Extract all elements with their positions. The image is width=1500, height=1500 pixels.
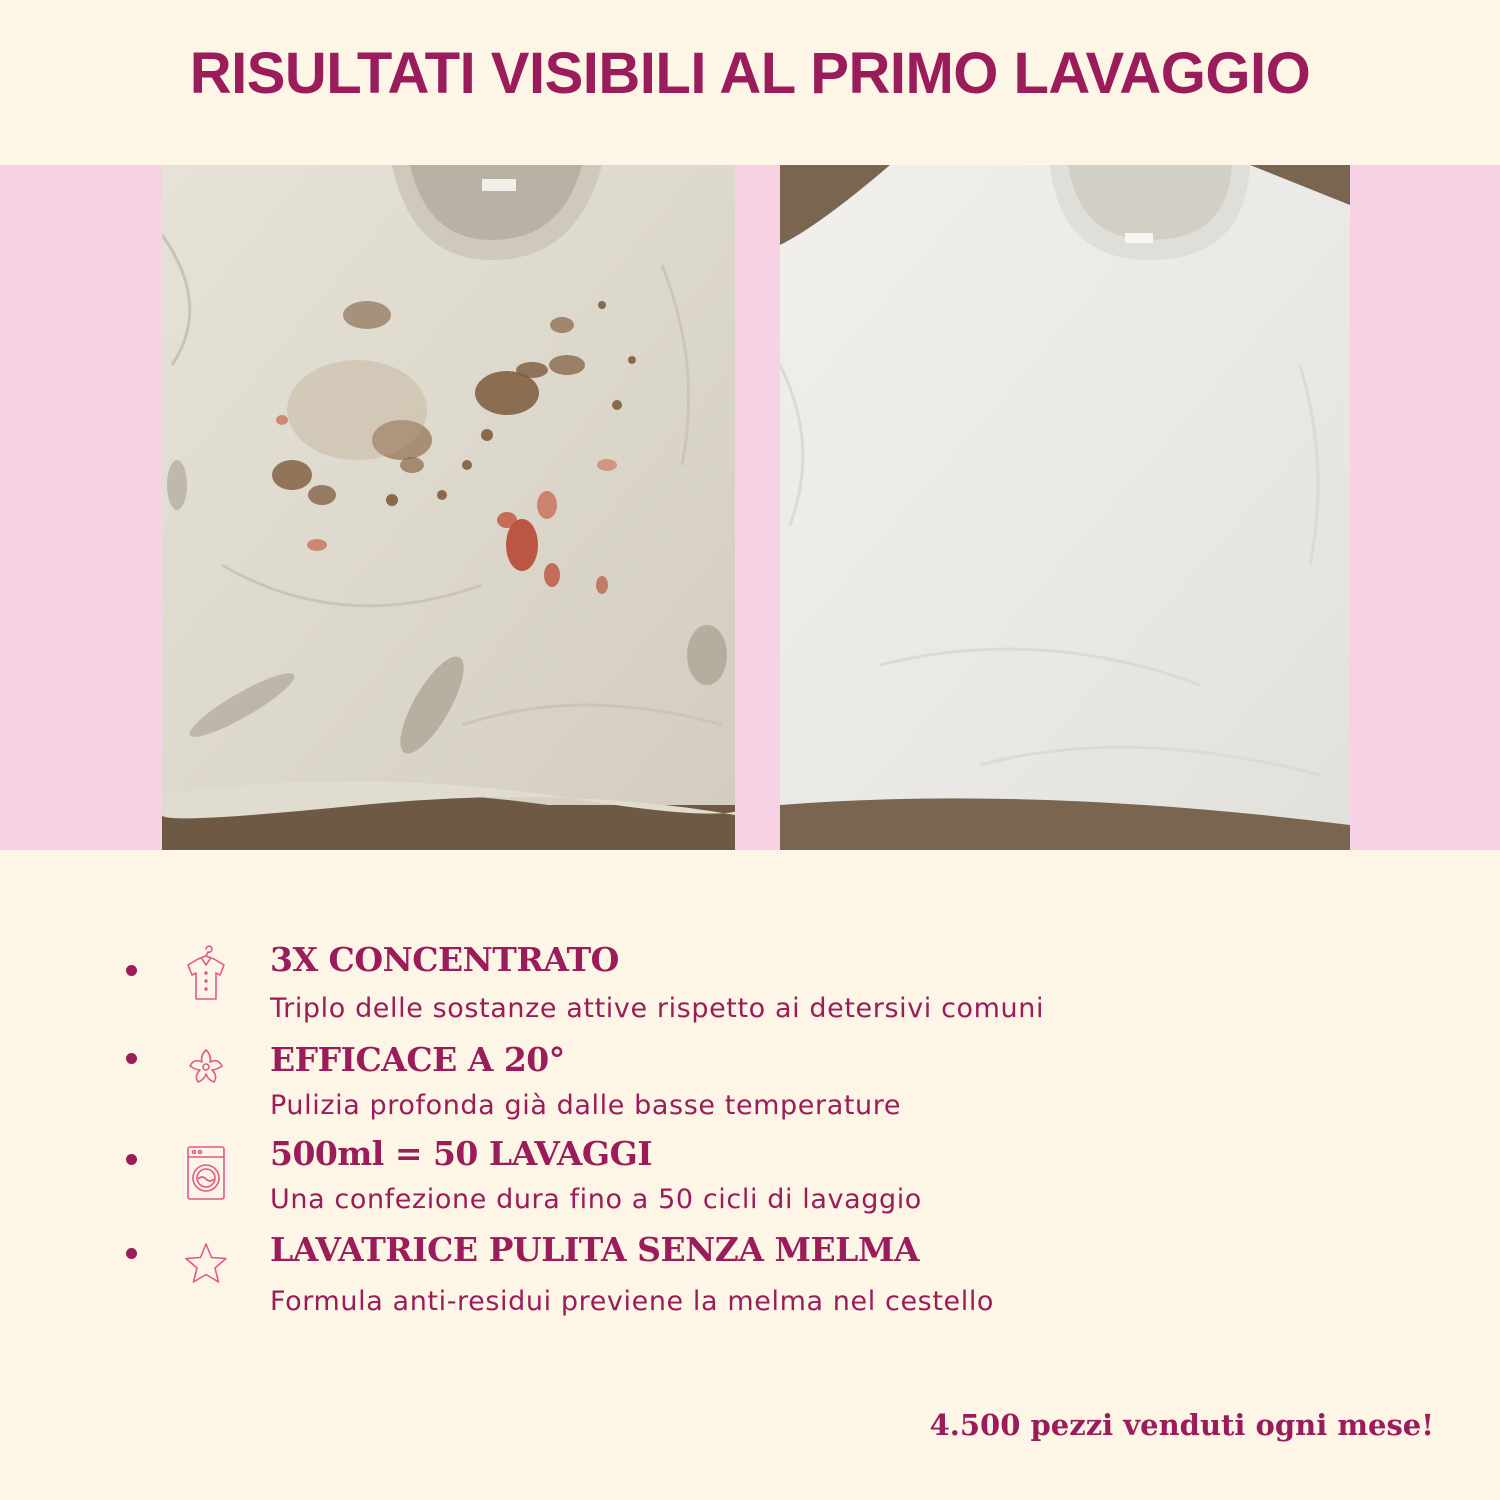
feature-desc: Pulizia profonda già dalle basse temperature — [270, 1090, 902, 1121]
feature-desc: Formula anti-residui previene la melma nel cestello — [270, 1286, 995, 1317]
bullet — [126, 965, 137, 976]
feature-desc: Una confezione dura fino a 50 cicli di lavaggio — [270, 1184, 922, 1215]
feature-desc: Triplo delle sostanze attive rispetto ai detersivi comuni — [270, 993, 1045, 1024]
feature-title: 3X CONCENTRATO — [270, 940, 619, 979]
clean-tshirt-photo — [780, 165, 1350, 850]
bullet — [126, 1248, 137, 1259]
bullet — [126, 1053, 137, 1064]
feature-title: 500ml = 50 LAVAGGI — [270, 1134, 653, 1173]
sold-count-text: 4.500 pezzi venduti ogni mese! — [929, 1408, 1434, 1442]
feature-title: LAVATRICE PULITA SENZA MELMA — [270, 1230, 919, 1269]
washing-machine-icon — [176, 1143, 236, 1203]
shirt-hanger-icon — [176, 943, 236, 1003]
headline: RISULTATI VISIBILI AL PRIMO LAVAGGIO — [189, 41, 1311, 106]
feature-title: EFFICACE A 20° — [270, 1040, 565, 1079]
star-icon — [176, 1234, 236, 1294]
before-photo — [162, 165, 735, 850]
flower-icon — [176, 1038, 236, 1098]
stained-tshirt-photo — [162, 165, 735, 850]
bullet — [126, 1154, 137, 1165]
after-photo — [780, 165, 1350, 850]
